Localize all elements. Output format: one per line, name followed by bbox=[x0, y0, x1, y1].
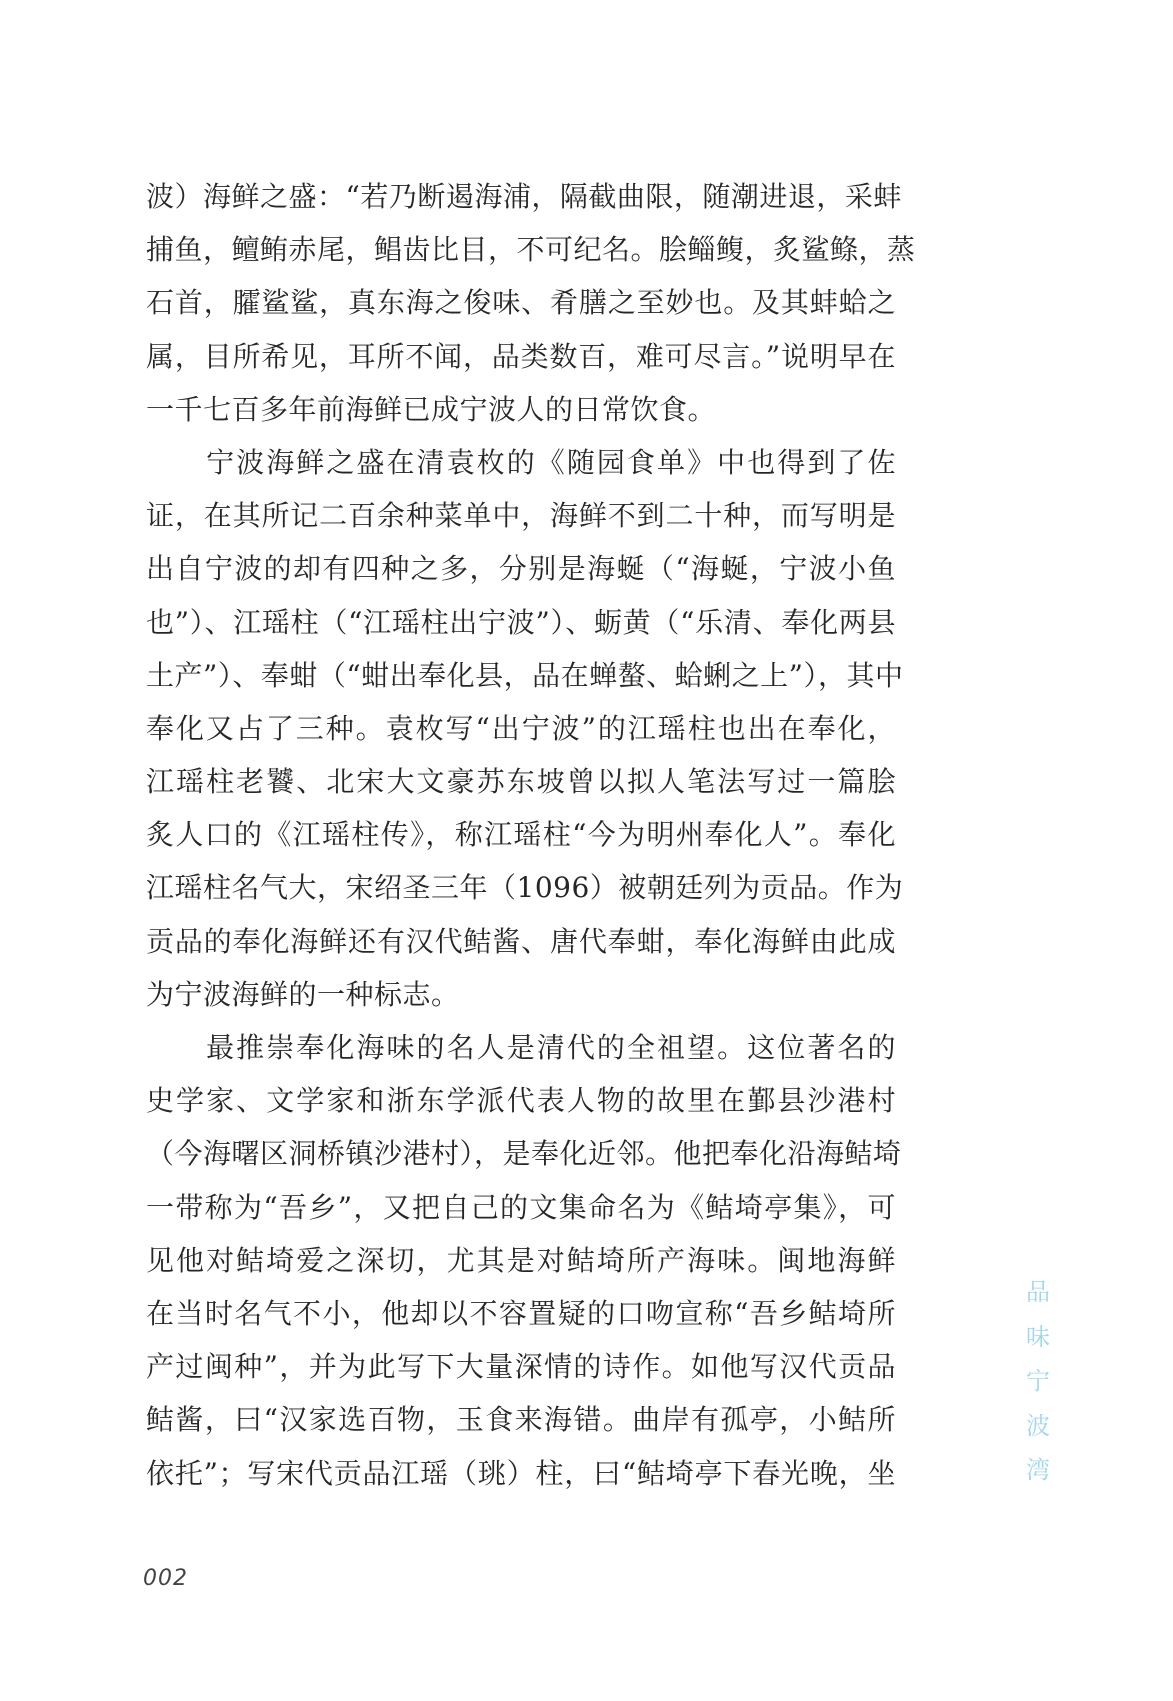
running-title-char: 波 bbox=[1026, 1411, 1050, 1440]
text-line: 鲒酱，曰“汉家选百物，玉食来海错。曲岸有孤亭，小鲒所 bbox=[146, 1403, 896, 1437]
text-line: 为宁波海鲜的一种标志。 bbox=[146, 977, 460, 1011]
text-line: 江瑶柱老饕、北宋大文豪苏东坡曾以拟人笔法写过一篇脍 bbox=[146, 765, 896, 799]
text-line: 最推崇奉化海味的名人是清代的全祖望。这位著名的 bbox=[146, 1031, 896, 1064]
running-title-char: 宁 bbox=[1026, 1367, 1050, 1395]
body-text bbox=[146, 170, 916, 1500]
text-line: 见他对鲒埼爱之深切，尤其是对鲒埼所产海味。闽地海鲜 bbox=[146, 1243, 896, 1277]
running-title-char: 湾 bbox=[1026, 1456, 1050, 1484]
text-line: 出自宁波的却有四种之多，分别是海蜒（“海蜒，宁波小鱼 bbox=[146, 552, 896, 586]
text-line: 史学家、文学家和浙东学派代表人物的故里在鄞县沙港村 bbox=[146, 1084, 896, 1118]
text-line: 波）海鲜之盛：“若乃断遏海浦，隔截曲限，随潮进退，采蚌 bbox=[146, 180, 902, 213]
running-title-char: 品 bbox=[1026, 1278, 1050, 1306]
text-line: 产过闽种”，并为此写下大量深情的诗作。如他写汉代贡品 bbox=[146, 1350, 896, 1384]
text-line: 宁波海鲜之盛在清袁枚的《随园食单》中也得到了佐 bbox=[146, 445, 896, 479]
text-line: 证，在其所记二百余种菜单中，海鲜不到二十种，而写明是 bbox=[146, 499, 896, 533]
text-line: 在当时名气不小，他却以不容置疑的口吻宣称“吾乡鲒埼所 bbox=[146, 1296, 896, 1330]
text-line: 江瑶柱名气大，宋绍圣三年（1096）被朝廷列为贡品。作为 bbox=[146, 871, 904, 905]
text-line: 一带称为“吾乡”，又把自己的文集命名为《鲒埼亭集》，可 bbox=[146, 1190, 896, 1224]
text-line: 属，目所希见，耳所不闻，品类数百，难可尽言。”说明早在 bbox=[146, 339, 896, 373]
text-line: （今海曙区洞桥镇沙港村），是奉化近邻。他把奉化沿海鲒埼 bbox=[146, 1137, 902, 1171]
text-line: 奉化又占了三种。袁枚写“出宁波”的江瑶柱也出在奉化， bbox=[146, 711, 896, 745]
page-number: 002 bbox=[143, 1566, 188, 1591]
text-line: 捕鱼，鳣鲔赤尾，鲳齿比目，不可纪名。脍鲻鳆，炙鲨鲦，蒸 bbox=[146, 233, 916, 267]
running-title-char: 味 bbox=[1026, 1322, 1050, 1351]
text-line: 炙人口的《江瑶柱传》，称江瑶柱“今为明州奉化人”。奉化 bbox=[146, 818, 896, 852]
text-line: 土产”）、奉蚶（“蚶出奉化县，品在蝉螯、蛤蜊之上”），其中 bbox=[146, 658, 904, 692]
text-line: 也”）、江瑶柱（“江瑶柱出宁波”）、蛎黄（“乐清、奉化两县 bbox=[146, 605, 896, 639]
text-line: 依托”；写宋代贡品江瑶（珧）柱，曰“鲒埼亭下春光晚，坐 bbox=[146, 1456, 896, 1490]
text-line: 石首，臛鲨鲨，真东海之俊味、肴膳之至妙也。及其蚌蛤之 bbox=[146, 286, 896, 320]
text-line: 贡品的奉化海鲜还有汉代鲒酱、唐代奉蚶，奉化海鲜由此成 bbox=[146, 924, 896, 958]
text-line: 一千七百多年前海鲜已成宁波人的日常饮食。 bbox=[146, 392, 717, 426]
running-title bbox=[1018, 1270, 1058, 1493]
